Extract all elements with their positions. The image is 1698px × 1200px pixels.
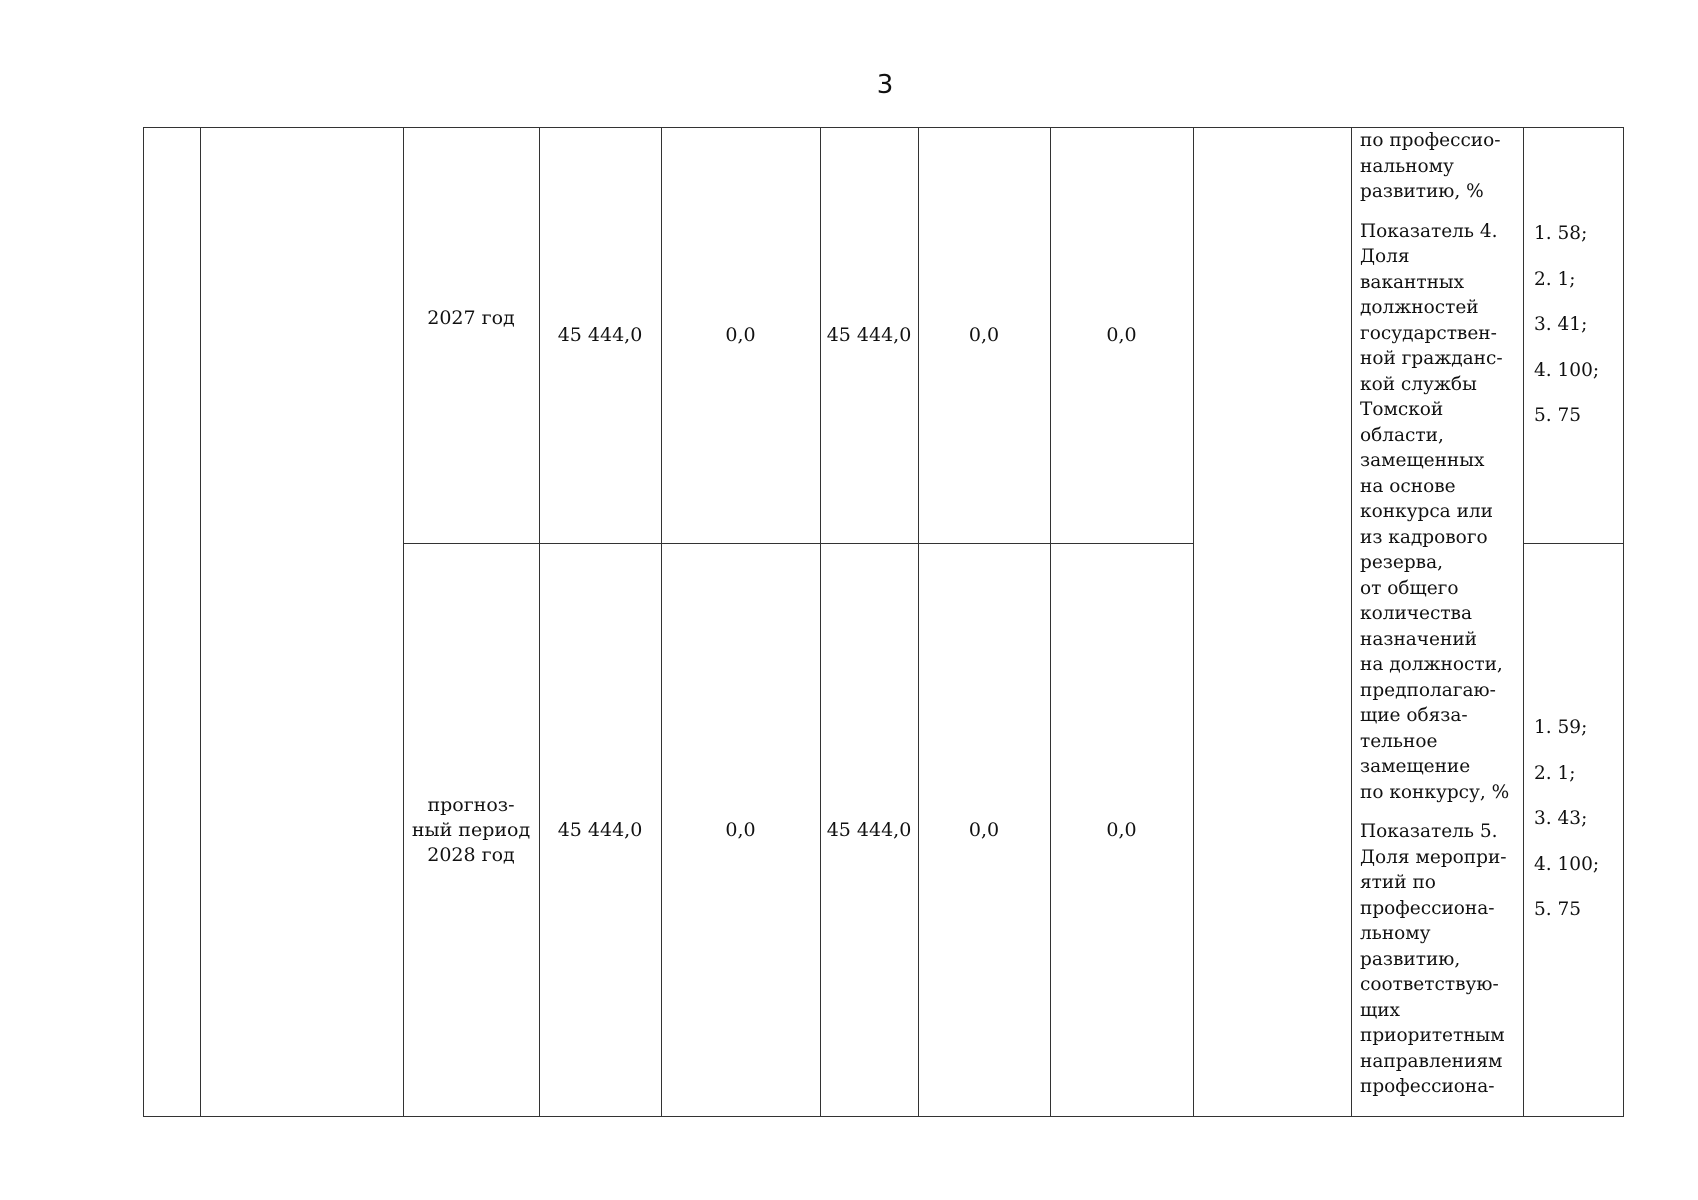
value-cell: 0,0 bbox=[1106, 819, 1137, 841]
value-cell: 45 444,0 bbox=[557, 324, 643, 346]
target-value: 3. 41; bbox=[1534, 314, 1588, 335]
indicator-5: Показатель 5. Доля меропри- ятий по профессиона- льному развитию, соответствую- щих приоритетным направлениям профессиона- bbox=[1360, 821, 1507, 1097]
period-cell: 2027 год bbox=[427, 306, 515, 329]
indicators-text bbox=[1360, 128, 1515, 1100]
target-value: 5. 75 bbox=[1534, 405, 1582, 426]
value-cell: 45 444,0 bbox=[826, 819, 912, 841]
target-value: 1. 59; bbox=[1534, 717, 1588, 738]
table-row bbox=[403, 543, 539, 1118]
value-cell: 45 444,0 bbox=[557, 819, 643, 841]
table-row bbox=[403, 128, 539, 508]
page-number: 3 bbox=[876, 70, 894, 100]
column-divider bbox=[1351, 128, 1352, 1116]
budget-table bbox=[143, 127, 1624, 1117]
value-cell: 45 444,0 bbox=[826, 324, 912, 346]
column-divider bbox=[1193, 128, 1194, 1116]
value-cell: 0,0 bbox=[725, 324, 756, 346]
period-cell: прогноз- ный период 2028 год bbox=[411, 794, 531, 866]
indicator-4: Показатель 4. Доля вакантных должностей государствен- ной гражданс- кой службы Томской области, замещенных на основе конкурса или из кадрового резерва, от общего количества назначений на должности, предполагаю- щие обяза- тельное замещение по конкурсу, % bbox=[1360, 220, 1510, 803]
value-cell: 0,0 bbox=[968, 819, 1000, 841]
target-value: 1. 58; bbox=[1534, 223, 1588, 244]
target-value: 5. 75 bbox=[1534, 899, 1582, 920]
target-value: 2. 1; bbox=[1534, 268, 1576, 290]
indicator-continued: по профессио- нальному развитию, % bbox=[1360, 130, 1501, 202]
target-value: 4. 100; bbox=[1534, 853, 1600, 875]
row-divider bbox=[1523, 543, 1623, 544]
target-value: 2. 1; bbox=[1534, 762, 1576, 784]
targets-2027 bbox=[1534, 222, 1614, 450]
value-cell: 0,0 bbox=[1106, 324, 1137, 346]
value-cell: 0,0 bbox=[968, 324, 1000, 346]
targets-2028 bbox=[1534, 716, 1614, 944]
column-divider bbox=[200, 128, 201, 1116]
value-cell: 0,0 bbox=[725, 819, 756, 841]
target-value: 4. 100; bbox=[1534, 359, 1600, 381]
target-value: 3. 43; bbox=[1534, 808, 1588, 829]
column-divider bbox=[1523, 128, 1524, 1116]
